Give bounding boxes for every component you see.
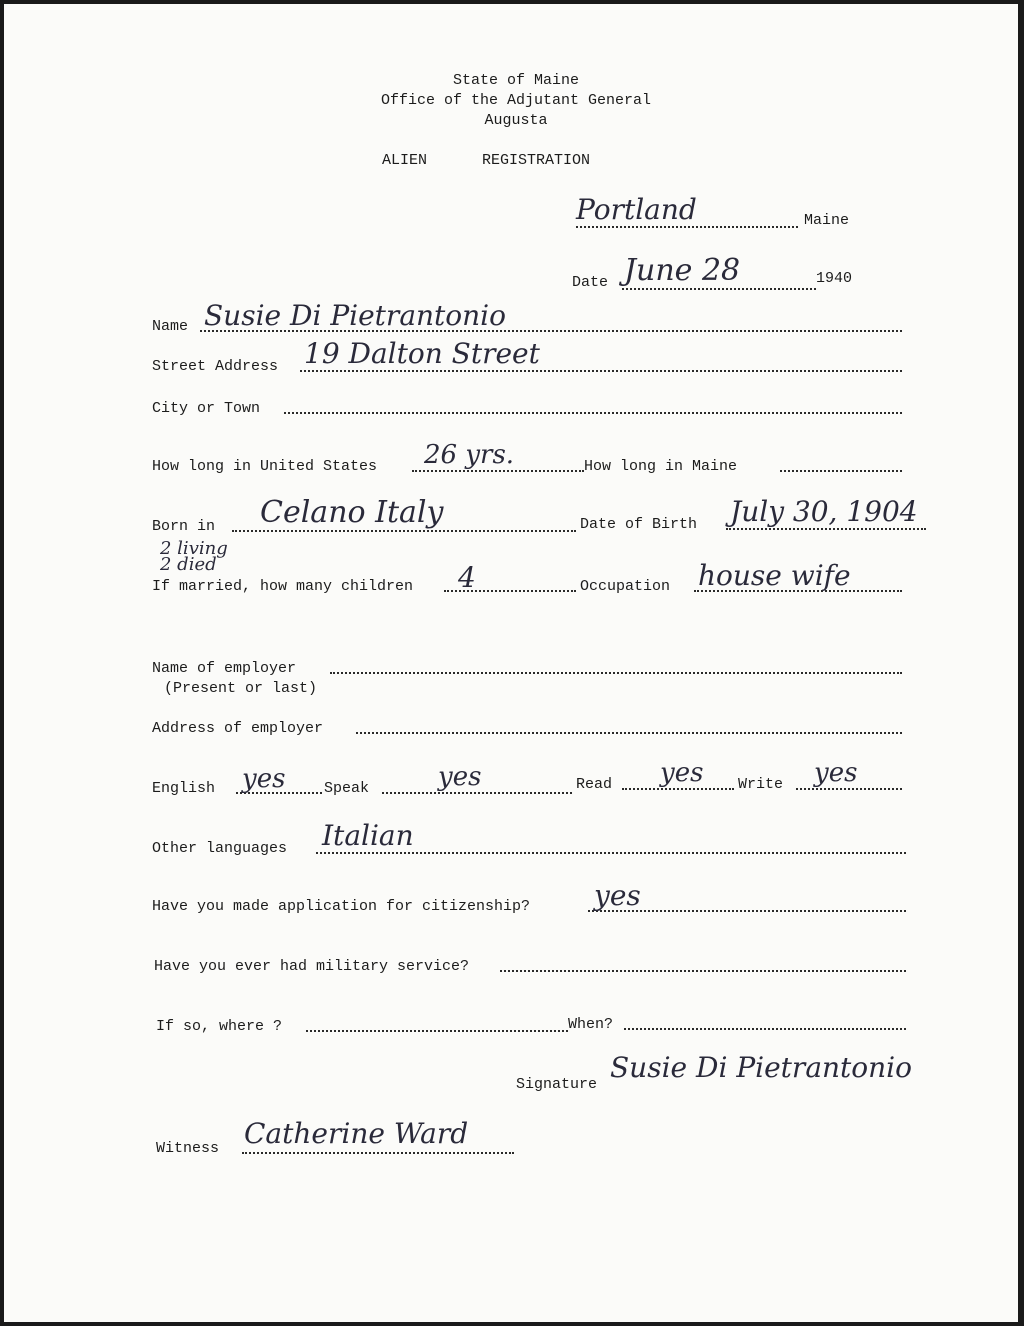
born-in-dots	[232, 530, 576, 532]
registration-form	[4, 4, 1018, 1322]
other-languages-value: Italian	[322, 819, 414, 852]
where-dots	[306, 1030, 568, 1032]
where-label: If so, where ?	[156, 1018, 283, 1035]
city-label: City or Town	[152, 400, 261, 417]
header-city: Augusta	[484, 112, 548, 129]
place-state: Maine	[804, 212, 850, 229]
employer-address-dots	[356, 732, 902, 734]
write-label: Write	[738, 776, 784, 793]
city-dots	[284, 412, 902, 414]
how-long-us-value: 26 yrs.	[424, 440, 515, 470]
how-long-us-dots	[412, 470, 584, 472]
children-note-living: 2 living	[160, 538, 228, 559]
english-value: yes	[242, 764, 286, 794]
date-handwritten: June 28	[624, 253, 741, 288]
witness-label: Witness	[156, 1140, 220, 1157]
street-dots	[300, 370, 902, 372]
military-label: Have you ever had military service?	[154, 958, 470, 975]
born-in-label: Born in	[152, 518, 216, 535]
name-value: Susie Di Pietrantonio	[204, 299, 506, 332]
witness-value: Catherine Ward	[244, 1117, 469, 1150]
citizenship-value: yes	[594, 879, 641, 912]
speak-dots	[382, 792, 572, 794]
form-title-registration: REGISTRATION	[482, 152, 591, 169]
street-label: Street Address	[152, 358, 279, 375]
street-value: 19 Dalton Street	[304, 337, 540, 370]
place-dots	[576, 226, 798, 228]
other-languages-label: Other languages	[152, 840, 288, 857]
write-value: yes	[814, 758, 858, 788]
signature-label: Signature	[516, 1076, 598, 1093]
date-label: Date	[572, 274, 609, 291]
when-dots	[624, 1028, 906, 1030]
children-note-died: 2 died	[160, 554, 217, 575]
children-value: 4	[458, 561, 476, 594]
date-dots	[622, 288, 816, 290]
date-year: 1940	[816, 270, 853, 287]
citizenship-label: Have you made application for citizenship?	[152, 898, 531, 915]
place-city-handwritten: Portland	[576, 193, 697, 226]
dob-dots	[726, 528, 926, 530]
header-office: Office of the Adjutant General	[380, 92, 652, 109]
witness-dots	[242, 1152, 514, 1154]
write-dots	[796, 788, 902, 790]
read-label: Read	[576, 776, 613, 793]
dob-label: Date of Birth	[580, 516, 698, 533]
name-label: Name	[152, 318, 189, 335]
employer-address-label: Address of employer	[152, 720, 324, 737]
military-dots	[500, 970, 906, 972]
occupation-value: house wife	[698, 559, 851, 592]
form-title-alien: ALIEN	[382, 152, 428, 169]
speak-label: Speak	[324, 780, 370, 797]
english-label: English	[152, 780, 216, 797]
children-label: If married, how many children	[152, 578, 414, 595]
employer-dots	[330, 672, 902, 674]
other-languages-dots	[316, 852, 906, 854]
employer-sublabel: (Present or last)	[164, 680, 318, 697]
when-label: When?	[568, 1016, 614, 1033]
speak-value: yes	[438, 762, 482, 792]
how-long-maine-label: How long in Maine	[584, 458, 738, 475]
employer-label: Name of employer	[152, 660, 297, 677]
occupation-label: Occupation	[580, 578, 671, 595]
how-long-us-label: How long in United States	[152, 458, 378, 475]
born-in-value: Celano Italy	[260, 495, 444, 530]
header-state: State of Maine	[452, 72, 580, 89]
read-dots	[622, 788, 734, 790]
dob-value: July 30, 1904	[730, 495, 918, 528]
signature-value: Susie Di Pietrantonio	[610, 1051, 912, 1084]
how-long-maine-dots	[780, 470, 902, 472]
read-value: yes	[660, 758, 704, 788]
